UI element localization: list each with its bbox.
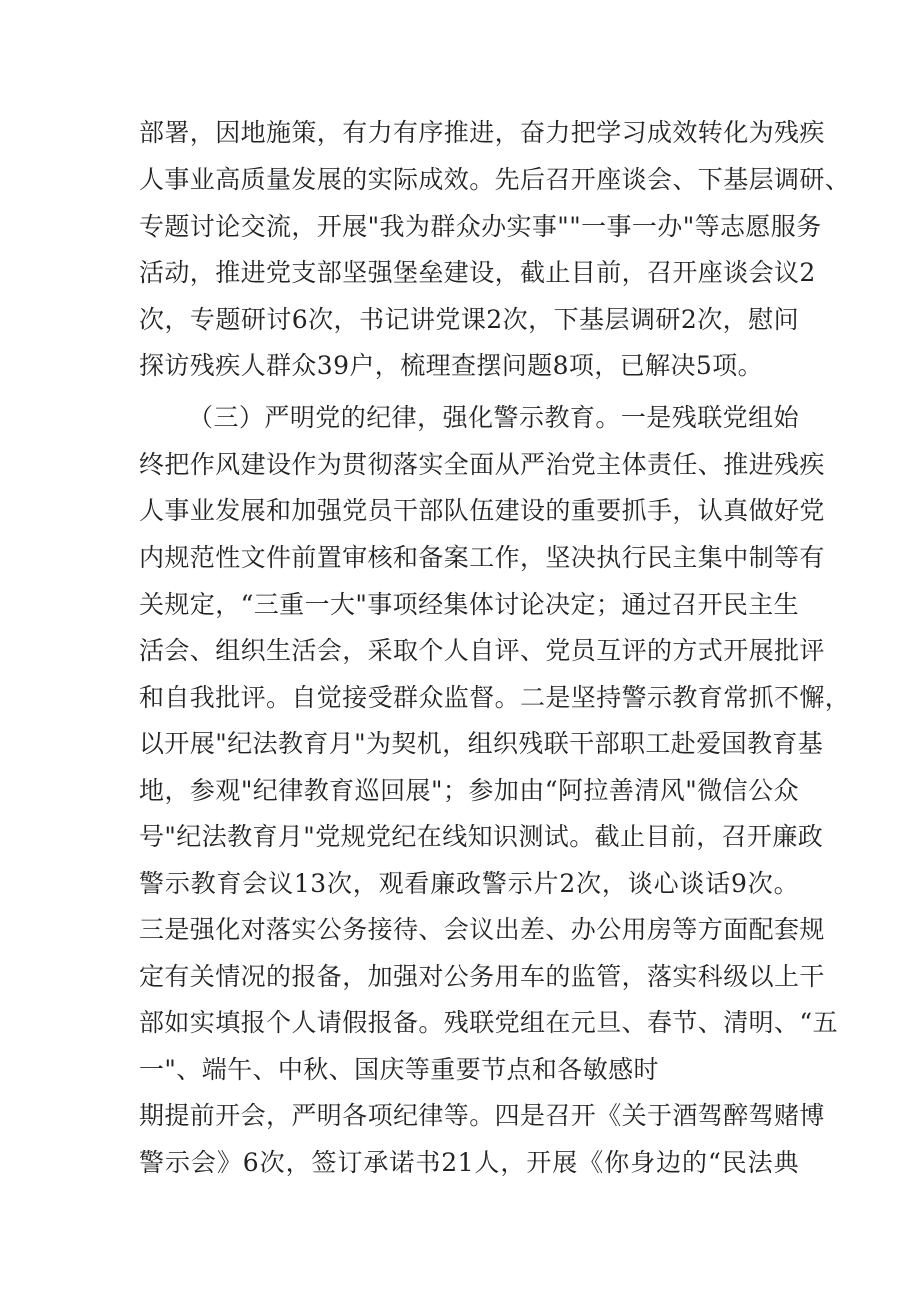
text-line: 人事业发展和加强党员干部队伍建设的重要抓手，认真做好党: [139, 496, 825, 525]
text-line: 内规范性文件前置审核和备案工作，坚决执行民主集中制等有: [139, 543, 825, 572]
text-line: 部署，因地施策，有力有序推进，奋力把学习成效转化为残疾: [139, 118, 825, 147]
text-line: 号"纪法教育月"党规党纪在线知识测试。截止目前，召开廉政: [139, 822, 824, 851]
text-line: 三是强化对落实公务接待、会议出差、办公用房等方面配套规: [139, 915, 825, 944]
text-line: 人事业高质量发展的实际成效。先后召开座谈会、下基层调研、: [139, 165, 851, 194]
text-line: 部如实填报个人请假报备。残联党组在元旦、春节、清明、“五: [139, 1008, 838, 1037]
text-line: 终把作风建设作为贯彻落实全面从严治党主体责任、推进残疾: [139, 450, 825, 479]
section-heading-line: （三）严明党的纪律，强化警示教育。一是残联党组始: [188, 403, 799, 432]
text-line: 专题讨论交流，开展"我为群众办实事""一事一办"等志愿服务: [139, 212, 822, 241]
text-line: 和自我批评。自觉接受群众监督。二是坚持警示教育常抓不懈，: [139, 683, 851, 712]
text-line: 关规定，“三重一大"事项经集体讨论决定；通过召开民主生: [139, 590, 800, 619]
text-line: 定有关情况的报备，加强对公务用车的监管，落实科级以上干: [139, 962, 825, 991]
text-line: 一"、端午、中秋、国庆等重要节点和各敏感时: [139, 1055, 659, 1084]
text-line: 期提前开会，严明各项纪律等。四是召开《关于酒驾醉驾赌博: [139, 1101, 825, 1130]
text-line: 警示会》6次，签订承诺书21人，开展《你身边的“民法典: [139, 1148, 799, 1177]
text-line: 警示教育会议13次，观看廉政警示片2次，谈心谈话9次。: [139, 869, 799, 898]
text-line: 以开展"纪法教育月"为契机，组织残联干部职工赴爱国教育基: [139, 729, 824, 758]
text-line: 探访残疾人群众39户，梳理查摆问题8项，已解决5项。: [139, 351, 764, 380]
text-line: 次，专题研讨6次，书记讲党课2次，下基层调研2次，慰问: [139, 305, 799, 334]
text-line: 地，参观"纪律教育巡回展"；参加由“阿拉善清风"微信公众: [139, 776, 799, 805]
text-line: 活会、组织生活会，采取个人自评、党员互评的方式开展批评: [139, 636, 825, 665]
text-line: 活动，推进党支部坚强堡垒建设，截止目前，召开座谈会议2: [139, 258, 816, 287]
